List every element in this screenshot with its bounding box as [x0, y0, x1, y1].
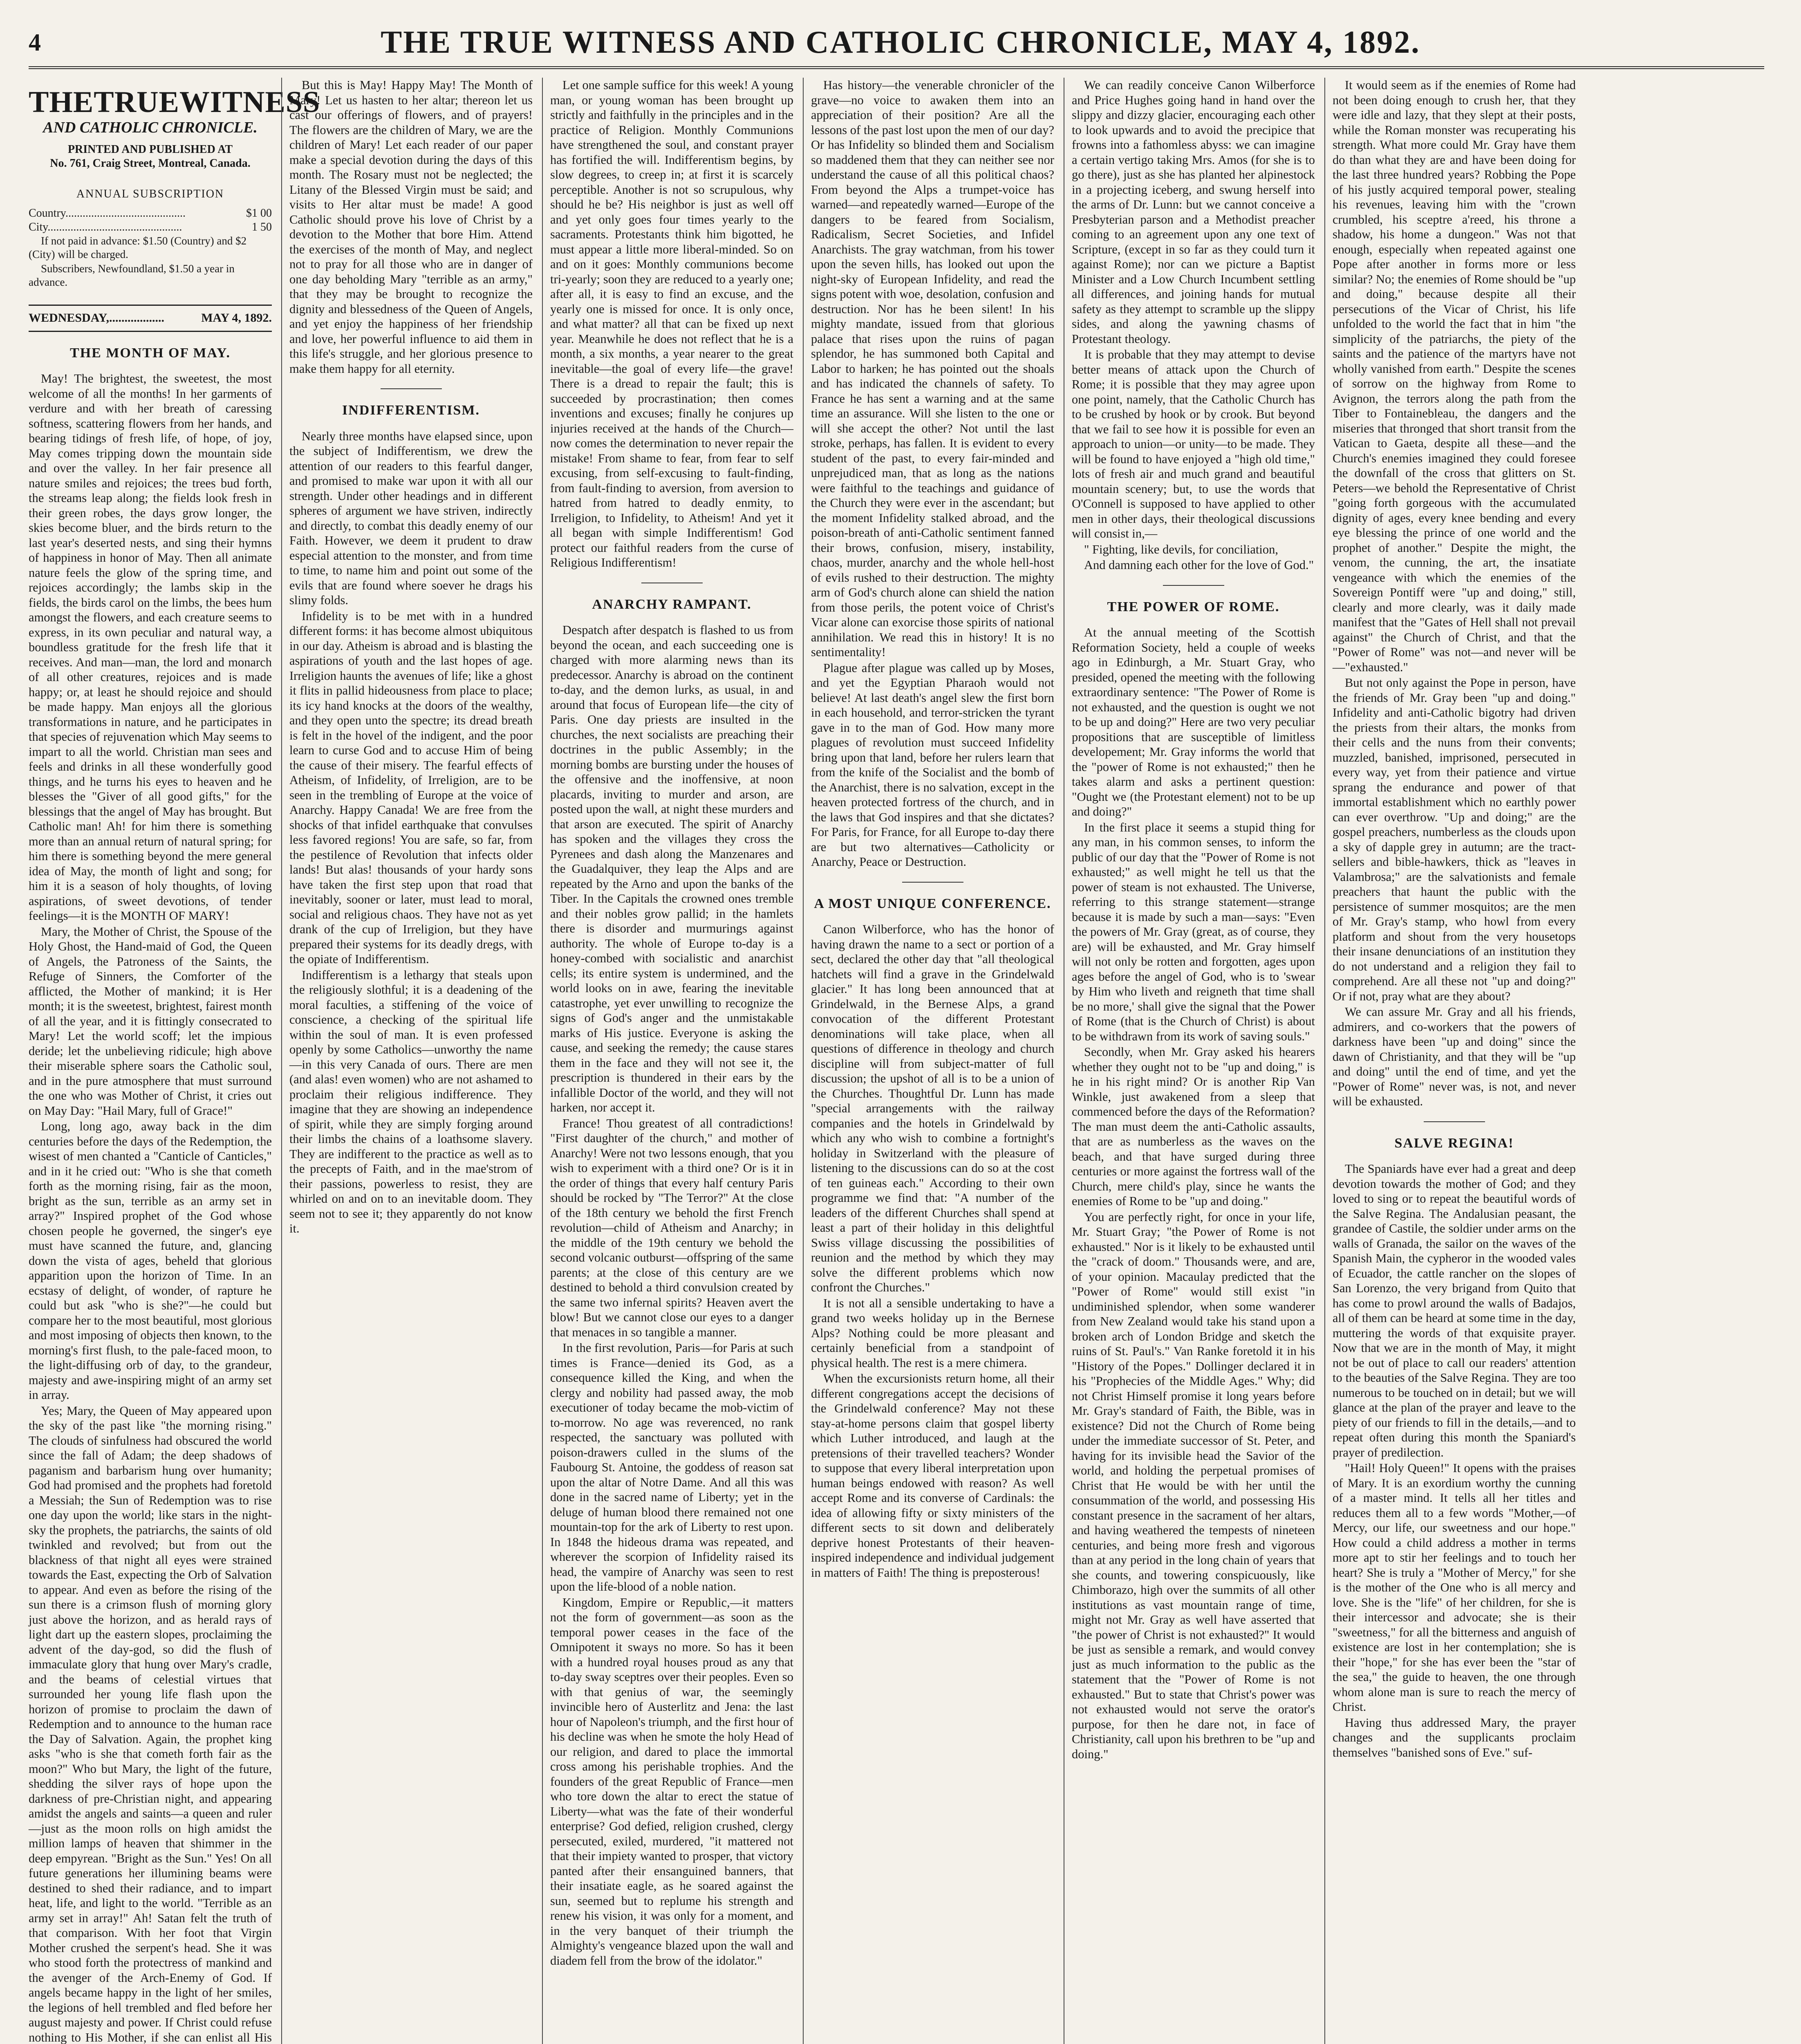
column-rule [542, 78, 543, 2044]
rate-city-value: 1 50 [252, 221, 272, 233]
paragraph: Plague after plague was called up by Moses, and yet the Egyptian Pharaoh would not believe! At last death's angel slew the first born in each household, and terror-stricken the tyrant gave in to the man of God. How many more plagues of revolution must succeed Infidelity bring upon that land, before her rulers learn that from the knife of the Socialist and the bomb of the Anarchist, there is no salvation, except in the heaven protected fortress of the church, and in the laws that God inspires and that she dictates? For Paris, for France, for all Europe to-day there are but two alternatives—Catholicity or Anarchy, Peace or Destruction. [811, 661, 1054, 869]
heading-power-of-rome: THE POWER OF ROME. [1107, 599, 1280, 614]
address-line: No. 761, Craig Street, Montreal, Canada. [50, 157, 251, 170]
masthead: THE TRUE WITNESS AND CATHOLIC CHRONICLE, MAY 4, 1892. [381, 24, 1420, 60]
rate-country-label: Country.......................................... [29, 207, 186, 220]
rate-country-value: $1 00 [246, 207, 272, 220]
paper-subtitle: AND CATHOLIC CHRONICLE. [43, 119, 258, 136]
heading-salve-regina: SALVE REGINA! [1394, 1135, 1514, 1151]
dateline-date: MAY 4, 1892. [201, 311, 272, 325]
paragraph: Having thus addressed Mary, the prayer changes and the supplicants proclaim themselves "banished sons of Eve." suf- [1333, 1715, 1576, 1759]
paragraph: Nearly three months have elapsed since, upon the subject of Indifferentism, we drew the attention of our readers to this fearful danger, and promised to make war upon it with all our strength. Under other headings and in different spheres of argument we have striven, indirectly and directly, to combat this deadly enemy of our Faith. However, we deem it prudent to draw especial attention to the monster, and from time to time, to name him and point out some of the evils that are found where soever he drags his slimy folds. [289, 429, 533, 607]
subscription-heading: ANNUAL SUBSCRIPTION [76, 187, 224, 200]
page-number: 4 [29, 29, 41, 56]
rate-city-label: City............................................... [29, 221, 182, 233]
paragraph: Yes; Mary, the Queen of May appeared upon the sky of the past like "the morning rising." The clouds of sinfulness had obscured the world since the fall of Adam; the deep shadows of paganism and barbarism hung over humanity; God had promised and the prophets had foretold a Messiah; the Sun of Redemption was to rise one day upon the world; like stars in the night-sky the prophets, the patriarchs, the saints of old twinkled and revolved; but from out the blackness of that night all eyes were strained towards the East, expecting the Orb of Salvation to appear. And even as before the rising of the sun there is a crimson flush of morning glory just above the horizon, and as herald rays of light dart up the eastern slopes, proclaiming the advent of the day-god, so did the flush of immaculate glory that hung over Mary's cradle, and the beams of celestial virtues that surrounded her young life flash upon the horizon of promise to proclaim the dawn of Redemption and to announce to the human race the Day of Salvation. Again, the prophet king asks "who is she that cometh forth fair as the moon?" Who but Mary, the light of the future, shedding the silver rays of hope upon the darkness of pre-Christian night, and appearing amidst the angels and saints—a queen and ruler—just as the moon rolls on high amidst the million lamps of heaven that shimmer in the deep empyrean. "Bright as the Sun." Yes! On all future generations her illumining beams were destined to shed their radiance, and to impart heat, life, and light to the world. "Terrible as an army set in array!" Ah! Satan felt the truth of that comparison. With her foot that Virgin Mother crushed the serpent's head. She it was who stood forth the protectress of mankind and the avenger of the Arch-Enemy of God. If angels became happy in the light of her smiles, the legions of hell trembled and fled before her august majesty and power. If Christ could refuse nothing to His Mother, if she can enlist all His [29, 1403, 272, 2044]
column-6 [1333, 78, 1576, 2044]
masthead-rule [29, 66, 1764, 69]
paragraph: France! Thou greatest of all contradictions! "First daughter of the church," and mother of Anarchy! Were not two lessons enough, that you wish to experiment with a third one? Or is it in the order of things that every half century Paris should be rocked by "The Terror?" At the close of the 18th century we behold the first French revolution—child of Atheism and Anarchy; in the middle of the 19th century we behold the second volcanic outburst—offspring of the same parents; at the close of this century are we destined to behold a third convulsion created by the same two infernal spirits? Heaven avert the blow! But we cannot close our eyes to a danger that menaces in so tangible a manner. [550, 1116, 793, 1339]
paragraph: Infidelity is to be met with in a hundred different forms: it has become almost ubiquitous in our day. Atheism is abroad and is blasting the aspirations of youth and the last hopes of age. Irreligion haunts the avenues of life; like a ghost it flits in pallid hideousness from place to place; its icy hand knocks at the doors of the wealthy, and they open unto the spectre; its dread breath is felt in the hovel of the indigent, and the poor learn to curse God and to accuse Him of being the cause of their misery. The fearful effects of Atheism, of Infidelity, of Irreligion, are to be seen in the trembling of Europe at the voice of Anarchy. Happy Canada! We are free from the shocks of that infidel earthquake that convulses less favored regions! You are safe, so far, from the pestilence of Revolution that infects older lands! But alas! thousands of your hardy sons have taken the first step upon that road that inevitably, sooner or later, must lead to moral, social and religious chaos. They have not as yet drank of the cup of Irreligion, but they have prepared their systems for its deadly dregs, with the opiate of Indifferentism. [289, 609, 533, 966]
paragraph: We can assure Mr. Gray and all his friends, admirers, and co-workers that the powers of darkness have been "up and doing" since the dawn of Christianity, and that they will be "up and doing" until the end of time, and yet the "Power of Rome" never was, is not, and never will be exhausted. [1333, 1005, 1576, 1108]
paragraph: In the first place it seems a stupid thing for any man, in his common senses, to inform the public of our day that the "Power of Rome is not exhausted;" as well might he tell us that the power of steam is not exhausted. The Universe, referring to this strange statement—strange because it is made by such a man—says: "Even the powers of Mr. Gray (great, as of course, they are) will be exhausted, and Mr. Gray himself will not only be rotten and forgotten, ages upon ages before the angel of God, who is to 'swear by Him who liveth and reigneth that time shall be no more,' shall give the signal that the Power of Rome (that is the Church of Christ) is about to be withdrawn from its work of saving souls." [1072, 820, 1315, 1043]
heading-unique-conference: A MOST UNIQUE CONFERENCE. [814, 896, 1051, 911]
paragraph: Kingdom, Empire or Republic,—it matters not the form of government—as soon as the temporal power ceases in the face of the Omnipotent it sways no more. So has it been with a hundred royal houses proud as any that to-day sway sceptres over their peoples. Even so with that genius of war, the seemingly invincible hero of Austerlitz and Jena: the last hour of Napoleon's triumph, and the first hour of his decline was when he smote the holy Head of our religion, and dared to place the immortal cross among his perishable trophies. And the founders of the great Republic of France—men who tore down the altar to erect the statue of Liberty—what was the fate of their wonderful enterprise? God defied, religion crushed, clergy persecuted, exiled, murdered, "it mattered not that their impiety wanted to prosper, that victory panted after their ensanguined banners, that their insatiate eagle, as he soared against the sun, seemed but to replume his strength and renew his vision, it was only for a moment, and in the very banquet of their triumph the Almighty's vengeance blazed upon the wall and diadem fell from the brow of the idolator." [550, 1595, 793, 1968]
paragraph: You are perfectly right, for once in your life, Mr. Stuart Gray; "the Power of Rome is not exhausted." Nor is it likely to be exhausted until the "crack of doom." Thousands were, and are, of your opinion. Macaulay predicted that the "Power of Rome" would still exist "in undiminished splendor, when some wanderer from New Zealand would take his stand upon a broken arch of London Bridge and sketch the ruins of St. Paul's." Van Ranke foretold it in his "History of the Popes." Dollinger declared it in his "Prophecies of the Middle Ages." Why; did not Christ Himself promise it long years before Mr. Gray's standard of Faith, the Bible, was in existence? Did not the Church of Rome being under the immediate successor of St. Peter, and having for its invisible head the Savior of the world, and holding the perpetual promises of Christ that He would be with her until the consummation of the world, and possessing His constant presence in the sacrament of her altars, and having weathered the tempests of nineteen centuries, and being more fresh and vigorous than at any period in the long chain of years that she counts, and towering conspicuously, like Chimborazo, high over the summits of all other institutions as vast mountain range of time, might not Mr. Gray as well have asserted that "the power of Christ is not exhausted?" It would be just as sensible a remark, and would convey just as much information to the public as the statement that the "Power of Rome is not exhausted." But to state that Christ's power was not exhausted would not serve the orator's purpose, for then he dare not, in face of Christianity, call upon his brethren to be "up and doing." [1072, 1210, 1315, 1761]
dateline [29, 305, 272, 332]
columns [29, 78, 1762, 2044]
paragraph: But this is May! Happy May! The Month of Mary! Let us hasten to her altar; thereon let us cast our offerings of flowers, and of prayers! The flowers are the children of Mary, we are the children of Mary! Let each reader of our paper make a special devotion during the days of this month. The Rosary must not be neglected; the Litany of the Blessed Virgin must be said; and visits to Her altar must be made! A good Catholic should prove his love of Christ by a devotion to the Mother that bore Him. Attend the exercises of the month of May, and neglect not to pray for all those who are in danger of one day beholding Mary "terrible as an army," that they may be brought to recognize the dignity and blessedness of the Queen of Angels, and yet enjoy the happiness of her friendship and love, her powerful influence to aid them in this life's struggle, and her glorious presence to make them happy for all eternity. [289, 78, 533, 376]
paragraph: Despatch after despatch is flashed to us from beyond the ocean, and each succeeding one is charged with more alarming news than its predecessor. Anarchy is abroad on the continent to-day, and the demon lurks, as usual, in and around that focus of European life—the city of Paris. One day priests are insulted in the churches, the next socialists are preaching their doctrines in the public Assembly; in the morning bombs are bursting under the houses of the offensive and the inoffensive, at noon placards, inviting to murder and arson, are posted upon the wall, at night these murders and that arson are executed. The spirit of Anarchy has spoken and the villages they cross the Pyrenees and dash along the Manzenares and the Guadalquiver, they leap the Alps and are repeated by the Arno and upon the banks of the Tiber. In the Capitals the crowned ones tremble and their nobles grow pallid; in the hamlets there is disorder and murmurings against authority. The whole of Europe to-day is a honey-combed with socialistic and anarchist cells; its entire system is undermined, and the world looks on in awe, fearing the inevitable catastrophe, yet ever unwilling to recognize the signs of God's anger and the unmistakable marks of His justice. Everyone is asking the cause, and seeking the remedy; the cause stares them in the face and they will not see it, the prescription is thundered in their ears by the infallible Doctor of the world, and they will not harken, nor accept it. [550, 623, 793, 1114]
rate-country [29, 206, 272, 220]
column-rule [1324, 78, 1325, 2044]
paragraph: But not only against the Pope in person, have the friends of Mr. Gray been "up and doing." Infidelity and anti-Catholic bigotry had driven the priests from their altars, the monks from their cells and the nuns from their convents; muzzled, banished, imprisoned, persecuted in every way, yet from their patience and virtue sprang the endurance and power of that immortal establishment which no earthly power can ever overthrow. "Up and doing;" are the gospel preachers, numberless as the clouds upon a sky of dapple grey in autumn; are the tract-sellers and bible-hawkers, thick as "leaves in Valambrosa;" are the salvationists and female preachers that haunt the public with the persistence of summer mosquitos; are the men of Mr. Gray's stamp, who howl from every platform and shout from the very housetops their insane denunciations of an institution they do not understand and a religion they fail to comprehend. Are all these not "up and doing?" Or if not, pray what are they about? [1333, 676, 1576, 1003]
column-3 [550, 78, 793, 2044]
verse-line: " Fighting, like devils, for conciliation, [1084, 542, 1278, 556]
verse-line: And damning each other for the love of God." [1084, 558, 1314, 572]
rate-note: If not paid in advance: $1.50 (Country) and $2 (City) will be charged. [29, 235, 247, 260]
paragraph: When the excursionists return home, all their different congregations accept the decisions of the Grindelwald conference? May not these stay-at-home persons claim that gospel liberty which Luther introduced, and laugh at the pretensions of their travelled teachers? Wonder to suppose that every liberal interpretation upon human beings endowed with reason? As well accept Rome and its converse of Cardinals: the idea of allowing fifty or sixty ministers of the different sects to sit down and deliberately deprive honest Protestants of their heaven-inspired independence and individual judgement in matters of Faith! The thing is preposterous! [811, 1372, 1054, 1580]
paragraph: It would seem as if the enemies of Rome had not been doing enough to crush her, that they were idle and lazy, that they slept at their posts, while the Roman monster was recuperating his strength. What more could Mr. Gray have them do than what they are and have been doing for the last three hundred years? Robbing the Pope of his justly acquired temporal power, stealing his revenues, leaving him with the "crown crumbled, his sceptre a'reed, his throne a shadow, his home a dungeon." Was not that enough, especially when repeated against one Pope after another in forms more or less similar? No; the enemies of Rome should be "up and doing," because despite all their persecutions of the Vicar of Christ, his life unfolded to the world the fact that in him "the simplicity of the patriarchs, the piety of the saints and the patience of the martyrs have not wholly vanished from earth." Despite the scenes of sorrow on the highway from Rome to Avignon, the terrors along the path from the Tiber to Fontainebleau, the dangers and the miseries that thronged that short transit from the Vatican to Gaeta, despite all these—and the Church's enemies imagined they could foresee the downfall of the cross that glitters on St. Peters—we behold the Representative of Christ "going forth gorgeous with the accumulated dignity of ages, every knee bending and every eye blessing the prince of one world and the prophet of another." Despite the might, the venom, the cunning, the art, the insatiate vengeance with which the enemies of the Sovereign Pontiff were "up and doing," still, clearly and more clearly, was it daily made manifest that the "Gates of Hell shall not prevail against" the Church of Christ, and that the "Power of Rome" was not—and never will be—"exhausted." [1333, 78, 1576, 674]
heading-indifferentism: INDIFFERENTISM. [342, 403, 480, 418]
paragraph: "Hail! Holy Queen!" It opens with the praises of Mary. It is an exordium worthy the cunning of a master mind. It tells all her titles and reduces them all to a few words "Mother,—of Mercy, our life, our sweetness and our hope." How could a child address a mother in terms more apt to stir her feelings and to touch her heart? She is truly a "Mother of Mercy," for she is the mother of the One who is all mercy and love. She is the "life" of her children, for she is their intercessor and advocate; she is their "sweetness," for all the bitterness and anguish of existence are lost in her contemplation; she is their "hope," for she has ever been the "star of the sea," the guide to heaven, the one through whom alone man is sure to reach the mercy of Christ. [1333, 1461, 1576, 1714]
paragraph: Secondly, when Mr. Gray asked his hearers whether they ought not to be "up and doing," is he in his right mind? Or is another Rip Van Winkle, just awakened from a sleep that commenced before the days of the Reformation? The man must deem the anti-Catholic assaults, that are as numberless as the waves on the beach, and that have surged during three centuries or more against the fortress wall of the Church, mere child's play, since he wants the enemies of Rome to be "up and doing." [1072, 1045, 1315, 1208]
column-rule [803, 78, 804, 2044]
paragraph: May! The brightest, the sweetest, the most welcome of all the months! In her garments of verdure and with her breath of caressing softness, scattering flowers from her hands, and bearing tidings of fresh life, of hope, of joy, May comes tripping down the mountain side and over the valley. In her fair presence all nature smiles and rejoices; the trees bud forth, the streams leap along; the fields look fresh in their green robes, the days grow longer, the skies become bluer, and the birds return to the last year's deserted nests, and sing their hymns of happiness in honor of May. Then all animate nature feels the glow of the spring time, and rejoices accordingly; the lambs skip in the fields, the birds carol on the limbs, the bees hum amongst the flowers, and each creature seems to express, in its own peculiar and natural way, a boundless gratitude for the fresh life that it receives. And man—man, the lord and monarch of all other creatures, rejoices and is made happy; or, at least he should rejoice and should be made happy. Man enjoys all the glorious transformations in nature, and he participates in that species of rejuvenation which May seems to impart to all the world. Christian man sees and feels and drinks in all these wonderfully good things, and he turns his eyes to heaven and he blesses the "Giver of all good gifts," for the blessings that the angel of May has brought. But Catholic man! Ah! for him there is something more than an annual return of natural spring; for him there is something beyond the mere general idea of May, the month of light and song; for him it is a season of holy thoughts, of loving aspirations, of sweet devotions, of tender feelings—it is the MONTH OF MARY! [29, 372, 272, 923]
paper-title: THETRUEWITNESS [29, 85, 320, 119]
paragraph: It is probable that they may attempt to devise better means of attack upon the Church of Rome; it is possible that they may agree upon one point, namely, that the Catholic Church has to be crushed by hook or by crook. But beyond that we fail to see how it is possible for even an approach to union—or unity—to be made. They will be found to have enjoyed a "high old time," lots of fresh air and much grand and beautiful mountain scenery; but, to use the words that O'Connell is supposed to have applied to other men in other days, their theological discussions will consist in,— [1072, 347, 1315, 540]
heading-anarchy-rampant: ANARCHY RAMPANT. [592, 596, 752, 612]
paragraph: The Spaniards have ever had a great and deep devotion towards the mother of God; and they loved to sing or to repeat the beautiful words of the Salve Regina. The Andalusian peasant, the grandee of Castile, the soldier under arms on the walls of Granada, the sailor on the waves of the Spanish Main, the cypheror in the wooded vales of Ecuador, the cattle rancher on the slopes of San Lorenzo, the very brigand from Quito that has come to prowl around the walls of Badajos, all of them can be heard at some time in the day, muttering the words of that exquisite prayer. Now that we are in the month of May, it might not be out of place to call our readers' attention to the beauties of the Salve Regina. They are too numerous to be touched on in detail; but we will glance at the plan of the prayer and leave to the piety of our friends to fill in the details,—and to repeat often during this month the Spaniard's prayer of predilection. [1333, 1162, 1576, 1459]
paragraph: At the annual meeting of the Scottish Reformation Society, held a couple of weeks ago in Edinburgh, a Mr. Stuart Gray, who presided, opened the meeting with the following extraordinary sentence: "The Power of Rome is not exhausted, and the question is ought we not to be up and doing?" Here are two very peculiar propositions that are susceptible of limitless developement; Mr. Gray informs the world that the "power of Rome is not exhausted;" then he takes alarm and asks a pertinent question: "Ought we (the Protestant element) not to be up and doing?" [1072, 625, 1315, 818]
paragraph: Canon Wilberforce, who has the honor of having drawn the name to a sect or portion of a sect, declared the other day that "all theological hatchets will find a grave in the Grindelwald glacier." It has long been announced that at Grindelwald, in the Bernese Alps, a grand convocation of the different Protestant denominations will take place, when all questions of difference in theology and church discipline will from subject-matter of full discussion; the upshot of all is to be a union of the Churches. Thoughtful Dr. Lunn has made "special arrangements with the railway companies and the hotels in Grindelwald by which any who wish to combine a fortnight's holiday in Switzerland with the pleasure of listening to the discussions can do so at the cost of ten guineas each." According to their own programme we find that: "A number of the leaders of the different Churches shall spend at least a part of their holiday in this delightful Swiss village discussing the possibilities of reunion and the method by which they may solve the different problems which now confront the Churches." [811, 922, 1054, 1294]
divider [902, 882, 963, 883]
divider [1163, 585, 1224, 586]
paragraph: It is not all a sensible undertaking to have a grand two weeks holiday up in the Bernese Alps? Nothing could be more pleasant and certainly beneficial from a standpoint of physical health. The rest is a mere chimera. [811, 1296, 1054, 1370]
column-2 [289, 78, 533, 2044]
paragraph: Long, long ago, away back in the dim centuries before the days of the Redemption, the wisest of men chanted a "Canticle of Canticles," and in it he cried out: "Who is she that cometh forth as the morning rising, fair as the moon, bright as the sun, terrible as an army set in array?" Inspired prophet of the God whose chosen people he governed, the singer's eye must have scanned the future, and, glancing down the vista of ages, beheld that glorious apparition upon the horizon of Time. In an ecstasy of delight, of wonder, of rapture he could but ask "who is she?"—he could but compare her to the most beautiful, most glorious and most imposing of objects then known, to the morning's first flush, to the pale-faced moon, to the light-diffusing orb of day, to the grandeur, majesty and awe-inspiring might of an army set in array. [29, 1119, 272, 1402]
column-1 [29, 78, 320, 2044]
column-5 [1072, 78, 1315, 2044]
heading-month-of-may: THE MONTH OF MAY. [70, 345, 231, 361]
column-4 [811, 78, 1054, 2044]
newfoundland-note: Subscribers, Newfoundland, $1.50 a year in advance. [29, 262, 235, 288]
paragraph: We can readily conceive Canon Wilberforce and Price Hughes going hand in hand over the slippy and dizzy glacier, encouraging each other to look upwards and to avoid the precipice that frowns into a fathomless abyss: we can imagine a certain vertigo taking Mrs. Amos (for she is to go there), just as she has planted her alpinestock in a projecting iceberg, and swung herself into the arms of Dr. Lunn: but we cannot conceive a Presbyterian parson and a Methodist preacher coming to an agreement upon any one text of Scripture, (except in so far as they could turn it against Rome); nor can we picture a Baptist Minister and a Low Church Incumbent settling all differences, and joining hands for mutual safety as they attempt to scramble up the slippy sides, and along the yawning chasms of Protestant theology. [1072, 78, 1315, 346]
paragraph: Let one sample suffice for this week! A young man, or young woman has been brought up strictly and faithfully in the principles and in the practice of Religion. Monthly Communions have strengthened the soul, and constant prayer has fortified the will. Indifferentism begins, by slow degrees, to creep in; at first it is scarcely perceptible. Another is not so scrupulous, why should he be? His neighbor is just as well off and yet only goes four times yearly to the sacraments. Protestants think him bigotted, he must appear a little more liberal-minded. So on and on it goes: Monthly communions become tri-yearly; soon they are reduced to a yearly one; after all, it is easy to find an excuse, and the yearly one is missed for once. It is only once, and what matter? all that can be fixed up next year. Meanwhile he does not reflect that he is a month, a six months, a year nearer to the great inevitable—the goal of every life—the grave! There is a dread to repair the fault; this is succeeded by procrastination; then comes inventions and excuses; finally he conjures up injuries received at the hands of the Church—now comes the determination to never repair the mistake! From shame to fear, from fear to self excusing, from self-excusing to fault-finding, from fault-finding to aversion, from aversion to hatred from hatred to deadly enmity, to Irreligion, to Infidelity, to Atheism! And yet it all began with simple Indifferentism! God protect our faithful readers from the curse of Religious Indifferentism! [550, 78, 793, 569]
divider [381, 388, 442, 389]
paragraph: Mary, the Mother of Christ, the Spouse of the Holy Ghost, the Hand-maid of God, the Queen of Angels, the Patroness of the Saints, the Refuge of Sinners, the Comforter of the afflicted, the Mother of mankind; it is Her month; it is the sweetest, brightest, fairest month of all the year, and it is fittingly consecrated to Mary! Let the world scoff; let the impious deride; let the unbelieving ridicule; high above their miserable sphere soars the Catholic soul, and in the pure atmosphere that must surround the one who was Mother of Christ, it cries out on May Day: "Hail Mary, full of Grace!" [29, 924, 272, 1118]
printed-line: PRINTED AND PUBLISHED AT [67, 143, 233, 156]
paragraph: Has history—the venerable chronicler of the grave—no voice to awaken them into an appreciation of their position? Are all the lessons of the past lost upon the men of our day? Or has Infidelity so blinded them and Socialism so maddened them that they can neither see nor understand the cause of all this political chaos? From beyond the Alps a trumpet-voice has warned—and repeatedly warned—Europe of the dangers to be feared from Socialism, Radicalism, Secret Societies, and Infidel Anarchists. The gray watchman, from his tower upon the seven hills, has looked out upon the night-sky of European Infidelity, and read the signs potent with woe, desolation, confusion and destruction. Nor has he been silent! In his mighty mandate, issued from that glorious palace that rises upon the ruins of pagan splendor, he has summoned both Capital and Labor to harken; he has pointed out the shoals and has indicated the channels of safety. To France he has sent a warning and at the same time an assurance. Will she listen to the one or will she accept the other? Not until the last stroke, perhaps, has fallen. It is evident to every student of the past, to every fair-minded and unprejudiced man, that as long as the nations were faithful to the teachings and guidance of the Church they were ever in the ascendant; but the moment Infidelity stalked abroad, and the poison-breath of anti-Catholic sentiment fanned their brows, confusion, misery, instability, chaos, murder, anarchy and the whole hell-host of evils rushed to their destruction. The mighty arm of God's church alone can shield the nation from those perils, the potent voice of Christ's Vicar alone can exorcise those spirits of national annihilation. We read this in history! It is no sentimentality! [811, 78, 1054, 659]
rate-city [29, 220, 272, 234]
paragraph: Indifferentism is a lethargy that steals upon the religiously slothful; it is a deadening of the moral faculties, a stiffening of the voice of conscience, a checking of the spiritual life within the soul of man. It is even professed openly by some Catholics—unworthy the name—in this very Canada of ours. There are men (and alas! even women) who are not ashamed to proclaim their religious indifference. They imagine that they are showing an independence of spirit, while they are simply forging around their limbs the chains of a loathsome slavery. They are indifferent to the practice as well as to the precepts of Faith, and in the mae'strom of their passions, powerless to resist, they are whirled on and on to an inevitable doom. They seem not to see it; they apparently do not know it. [289, 968, 533, 1235]
column-rule [281, 78, 282, 2044]
paragraph: In the first revolution, Paris—for Paris at such times is France—denied its God, as a consequence killed the King, and when the clergy and nobility had passed away, the mob executioner of today became the mob-victim of to-morrow. No age was reverenced, no rank respected, the sanctuary was polluted with poison-drawers culled in the slums of the Faubourg St. Antoine, the goddess of reason sat upon the altar of Notre Dame. And all this was done in the sacred name of Liberty; yet in the deluge of human blood there remained not one mountain-top for the ark of Liberty to rest upon. In 1848 the hideous drama was repeated, and wherever the scorpion of Infidelity raised its head, the vampire of Anarchy was seen to rest upon the life-blood of a noble nation. [550, 1341, 793, 1594]
dateline-day: WEDNESDAY,.................. [29, 311, 165, 325]
divider [1424, 1121, 1485, 1122]
